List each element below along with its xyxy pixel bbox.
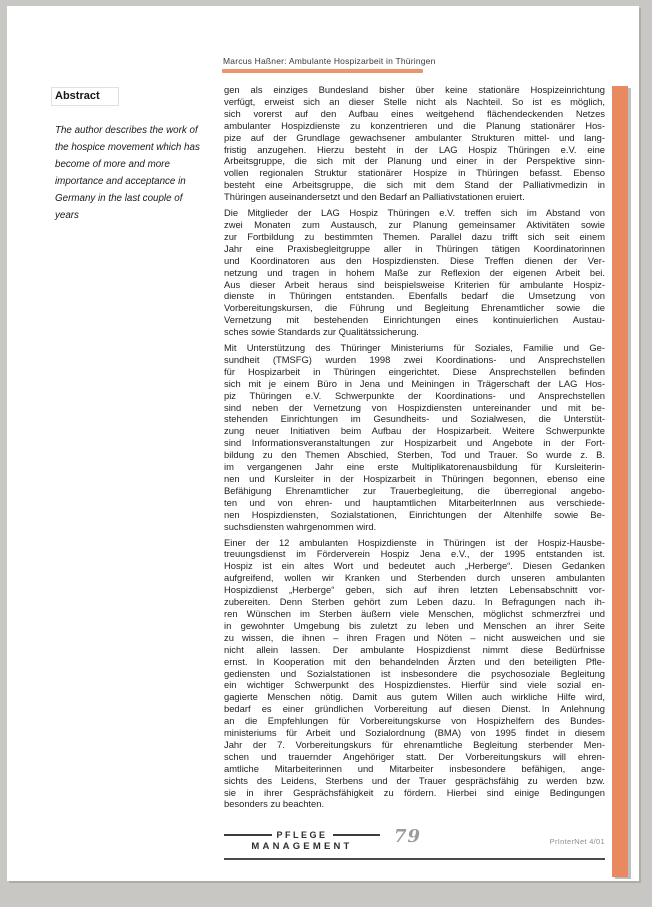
text-line: sichts des Leidens, Sterbens und der Trauer gesprächsfähig zu werden bzw.: [224, 774, 605, 786]
body-paragraph: [224, 207, 605, 338]
text-line: sich vorerst auf den Aufbau eines weitgehend flächendeckenden Netzes: [224, 107, 605, 119]
abstract-text: The author describes the work of the hospice movement which has become of more and more importance and acceptance in Germany in the last couple of years: [55, 125, 200, 221]
text-line: ambulanter Hospizdienste zu konzentrieren und die Planung stationärer Hos-: [224, 119, 605, 131]
text-line: gagierte Menschen nötig. Damit aus gutem Willen auch wirkliche Hilfe wird,: [224, 691, 605, 703]
header-accent-underline: [222, 69, 423, 73]
text-line: zubereiten. Denn Sterben gehört zum Leben dazu. In Befragungen nach ih-: [224, 596, 605, 608]
journal-issue-label: PrInterNet 4/01: [549, 837, 605, 846]
text-line: zung neuer Initiativen beim Aufbau der Hospizarbeit. Weitere Schwerpunkte: [224, 425, 605, 437]
text-line: nen Hospizdiensten, Sozialstationen, Einrichtungen der Altenhilfe sowie Be-: [224, 508, 605, 520]
logo-rule-right: [333, 834, 381, 836]
body-paragraph: [224, 342, 605, 533]
text-line: Aus dieser Arbeit heraus sind beispielsweise Kriterien für ambulante Hospiz-: [224, 278, 605, 290]
text-line: netzung und tragen in hohem Maße zur Reflexion der eigenen Arbeit bei.: [224, 266, 605, 278]
text-line: ein wichtiger Schwerpunkt des Hospizdienstes. Hierfür sind viele sozial en-: [224, 679, 605, 691]
abstract-heading: Abstract: [51, 87, 119, 106]
running-header-title: Marcus Haßner: Ambulante Hospizarbeit in Thüringen: [223, 56, 436, 66]
page-footer: [224, 824, 605, 869]
text-line: aufgreifend, wollen wir Kranken und Sterbenden durch unseren ambulanten: [224, 572, 605, 584]
text-line: bedarf es einer gründlichen Vorbereitung auf diesen Dienst. In Anlehnung: [224, 703, 605, 715]
text-line: ministeriums für Arbeit und Sozialordnung (BMA) von 1995 findet in diesem: [224, 727, 605, 739]
text-line: verfügt, erweist sich an dieser Stelle nicht als Nachteil. So ist es möglich,: [224, 95, 605, 107]
text-line: sind neben der Vernetzung von Hospizdiensten untereinander und mit be-: [224, 401, 605, 413]
logo-text-management: MANAGEMENT: [251, 841, 353, 852]
text-line: Einer der 12 ambulanten Hospizdienste in Thüringen ist der Hospiz-Hausbe-: [224, 536, 605, 548]
accent-sidebar-bar: [612, 86, 628, 877]
text-line: Die Mitglieder der LAG Hospiz Thüringen e.V. treffen sich im Abstand von: [224, 207, 605, 219]
document-page: [7, 6, 639, 881]
text-line: besonders zu beachten.: [224, 798, 325, 810]
text-line: gen als einziges Bundesland bisher über keine stationäre Hospizeinrichtung: [224, 84, 605, 95]
text-line: treuungsdienst im Förderverein Hospiz Jena e.V., der 1995 entstanden ist.: [224, 548, 605, 560]
text-line: pize auf der Grundlage gewachsener ambulanter Strukturen mittel- und lang-: [224, 131, 605, 143]
text-line: Mit Unterstützung des Thüringer Ministeriums für Soziales, Familie und Ge-: [224, 342, 605, 354]
text-line: bildung zu den Themen Abschied, Sterben, Tod und Trauer. So wurde z. B.: [224, 449, 605, 461]
pflege-management-logo: [224, 830, 380, 852]
text-line: suchsdiensten wahrgenommen wird.: [224, 520, 377, 532]
text-line: stehenden Einrichtungen im Gesundheits- und Sozialwesen, die Unterstüt-: [224, 413, 605, 425]
abstract-sidebar: [55, 86, 209, 224]
text-line: sind Informationsveranstaltungen zur Hospizarbeit und Angebote in der Fort-: [224, 437, 605, 449]
logo-top-row: [224, 830, 380, 840]
text-line: nicht allein lassen. Der ambulante Hospizdienst nimmt diese Bedürfnisse: [224, 643, 605, 655]
text-line: Hospiz ist ein altes Wort und bedeutet auch „Herberge“. Diesen Gedanken: [224, 560, 605, 572]
text-line: sches sowie Standards zur Qualitätssicherung.: [224, 326, 419, 338]
text-line: Thüringen auseinandersetzt und den Bedarf an Palliativstationen eruiert.: [224, 191, 525, 203]
text-line: ten und von ehren- und hauptamtlichen MitarbeiterInnen aus verschiede-: [224, 496, 605, 508]
text-line: Jahr der 7. Vorbereitungskurs für ehrenamtliche Begleitung sterbender Men-: [224, 738, 605, 750]
text-line: dienste in Thüringen entstanden. Ebenfalls bedarf die Umsetzung von: [224, 290, 605, 302]
text-line: nen und Kursleiter in der Hospizarbeit in Thüringen begonnen, ebenso eine: [224, 473, 605, 484]
page-number: 79: [394, 826, 422, 847]
footer-rule: [224, 858, 605, 860]
text-line: zwei Monaten zum Austausch, zur Planung gemeinsamer Aktivitäten sowie: [224, 218, 605, 230]
text-line: sie in ihrer Gesprächsfähigkeit zu fördern. Hierbei sind einige Bedingungen: [224, 786, 605, 798]
text-line: amtliche Mitarbeiterinnen und Mitarbeiter insbesondere befähigen, ange-: [224, 762, 605, 774]
text-line: ernst. In Kooperation mit den behandelnden Ärzten und den beteiligten Pfle-: [224, 655, 605, 667]
logo-rule-left: [224, 834, 272, 836]
text-line: vollen regionalen Struktur stationärer Hospize in Thüringen befasst. Ebenso: [224, 167, 605, 179]
text-line: zur Fortbildung zu bestimmten Themen. Parallel dazu trifft sich seit einem: [224, 230, 605, 242]
text-line: sundheit (TMSFG) wurden 1998 zwei Koordinations- und Ansprechstellen: [224, 353, 605, 365]
text-line: schen und trauernder Angehöriger statt. Der Vorbereitungskurs will ehren-: [224, 750, 605, 762]
text-line: Arbeitsgruppe, die sich mit der Planung und einer in der Perspektive sinn-: [224, 155, 605, 167]
text-line: fristig anzugehen. Hierzu besteht in der LAG Hospiz Thüringen e.V. eine: [224, 143, 605, 155]
text-line: für Hospizarbeit in Thüringen eingerichtet. Diese Ansprechstellen befinden: [224, 365, 605, 377]
text-line: in gewohnter Umgebung bis zuletzt zu leben und Menschen an ihrer Seite: [224, 619, 605, 631]
text-line: und Koordinatoren aus den Hospizdiensten. Diese Treffen dienen der Ver-: [224, 254, 605, 266]
text-line: besteht eine Arbeitsgruppe, die sich mit dem Stand der Palliativmedizin in: [224, 179, 605, 191]
text-line: gediensten und Sozialstationen ist insbesondere die psychosoziale Begleitung: [224, 667, 605, 679]
text-line: sich mit je einem Büro in Jena und Meiningen in Trägerschaft der LAG Hos-: [224, 377, 605, 389]
text-line: ren Wünschen im Sterben äußern viele Menschen, möglichst schmerzfrei und: [224, 607, 605, 619]
text-line: Jahr eine Praxisbegleitgruppe aller in Thüringen tätigen Koordinatorinnen: [224, 242, 605, 254]
article-body-column: [224, 84, 605, 814]
logo-text-pflege: PFLEGE: [276, 830, 328, 840]
text-line: Hospizdienst „Herberge“ geben, sich auf ihren letzten Lebensabschnitt vor-: [224, 584, 605, 596]
text-line: im vergangenen Jahr eine erste Multiplikatorenausbildung für Kursleiterin-: [224, 461, 605, 473]
text-line: Vernetzung mit bestehenden Einrichtungen eines kontinuierlichen Austau-: [224, 314, 605, 326]
text-line: piz Thüringen e.V. Schwerpunkte der Koordinations- und Ansprechstellen: [224, 389, 605, 401]
text-line: Befähigung Ehrenamtlicher zur Trauerbegleitung, die überregional angebo-: [224, 484, 605, 496]
text-line: an die Empfehlungen für Vorbereitungskurse von Hospizhelfern des Bundes-: [224, 715, 605, 727]
text-line: zu wissen, die ihnen – ihren Fragen und Nöten – nicht ausweichen und sie: [224, 631, 605, 643]
body-paragraph: [224, 537, 605, 811]
text-line: Vorbereitungskursen, die Führung und Begleitung Ehrenamtlicher sowie die: [224, 302, 605, 314]
body-paragraph: [224, 84, 605, 203]
